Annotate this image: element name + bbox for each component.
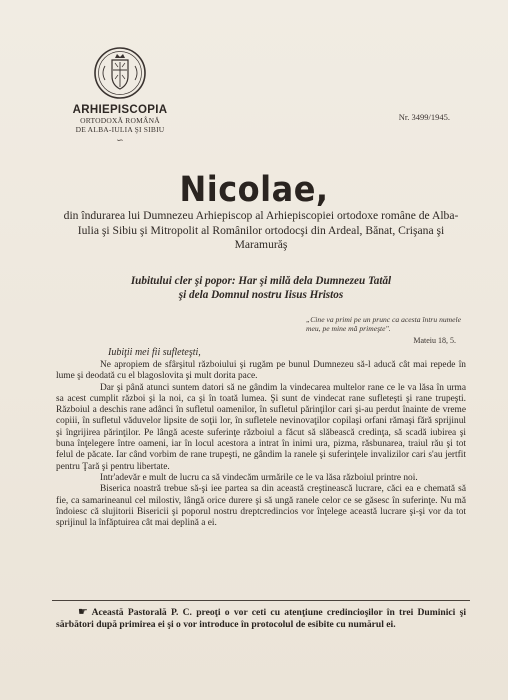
notice-box [56,606,466,630]
salutation: Iubiţii mei fii sufleteşti, [108,347,201,358]
body-paragraph: Biserica noastră trebue să-şi iee partea sa din această creştinească lucrare, căci ea e chemată să fie, ca samarineanul cel milostiv, lângă orice durere şi să ungă ranele celor ce se găsesc în suferinţe. Nu mă îndoiesc că slujitorii Bisericii şi poporul nostru dreptcredincios vor înţelege această lucrare şi-şi vor da tot sprijinul la înfăptuirea cât mai deplină a ei. [56,484,466,529]
document-number: Nr. 3499/1945. [398,112,450,122]
pointing-hand-icon: ☛ [78,605,88,618]
divider [52,600,470,601]
address-heading [56,274,466,302]
coat-of-arms-icon [93,46,147,100]
body-paragraph: Dar şi până atunci suntem datori să ne gândim la vindecarea multelor rane ce le va lăsa în urma sa acest cumplit război şi la noi, ca şi în toată lumea. Şi sunt de vindecat rane sufleteşti şi rane trupeşti. Războiul a deschis rane adânci în sufletul oamenilor, în sufletul părinţilor cari şi-au perdut înainte de vreme copiii, în sufletul văduvelor lipsite de soţii lor, în sufletele nevinovaţilor copilaşi orfani rămaşi fără sprijinul şi îngrijirea părinţilor. Pe lângă aceste suferinţe războiul a făcut să slăbească credinţa, să scadă iubirea şi buna înţelegere între oameni, iar în locul acestora a intrat în inimi ura, pizma, răsbunarea, traiul rău şi tot felul de păcate. Iar când vorbim de rane trupeşti, ne gândim la ranele şi suferinţele invalizilor cari s'au jertfit pentru Ţară şi pentru libertate. [56,382,466,472]
epigraph-quote: „Cine va primi pe un prunc ca acesta întru numele meu, pe mine mă primeşte". [306,315,462,334]
intro-paragraph: din îndurarea lui Dumnezeu Arhiepiscop al Arhiepiscopiei ortodoxe române de Alba-Iulia şi Sibiu şi Mitropolit al Românilor ortodocşi din Ardeal, Bănat, Crişana şi Maramurăş [63,209,459,251]
archdiocese-subtitle-line1: ORTODOXĂ ROMÂNĂ [80,116,160,125]
letterhead [60,46,180,146]
archdiocese-title: ARHIEPISCOPIA [72,104,168,116]
address-line: Iubitului cler şi popor: Har şi milă dela Dumnezeu Tatăl [130,275,392,287]
notice-text: Această Pastorală P. C. preoţi o vor ceti cu atenţiune credincioşilor în trei Duminici şi sărbători după primirea ei şi o vor introduce în protocolul de esibite cu numărul ei. [56,607,466,630]
address-line: şi dela Domnul nostru Iisus Hristos [178,289,344,301]
ornament-icon: ∽ [116,135,124,145]
body-paragraph: Intr'adevăr e mult de lucru ca să vindecăm urmările ce le va lăsa războiul printre noi. [100,472,418,483]
author-name: Nicolae, [179,168,329,210]
letter-body [56,360,466,529]
epigraph-reference: Mateiu 18, 5. [413,336,456,345]
archdiocese-subtitle-line2: DE ALBA-IULIA ŞI SIBIU [75,125,165,134]
body-paragraph: Ne apropiem de sfârşitul războiului şi rugăm pe bunul Dumnezeu să-l aducă cât mai repede în lume şi deodată cu el blagoslovita şi mult dorita pace. [56,360,466,382]
